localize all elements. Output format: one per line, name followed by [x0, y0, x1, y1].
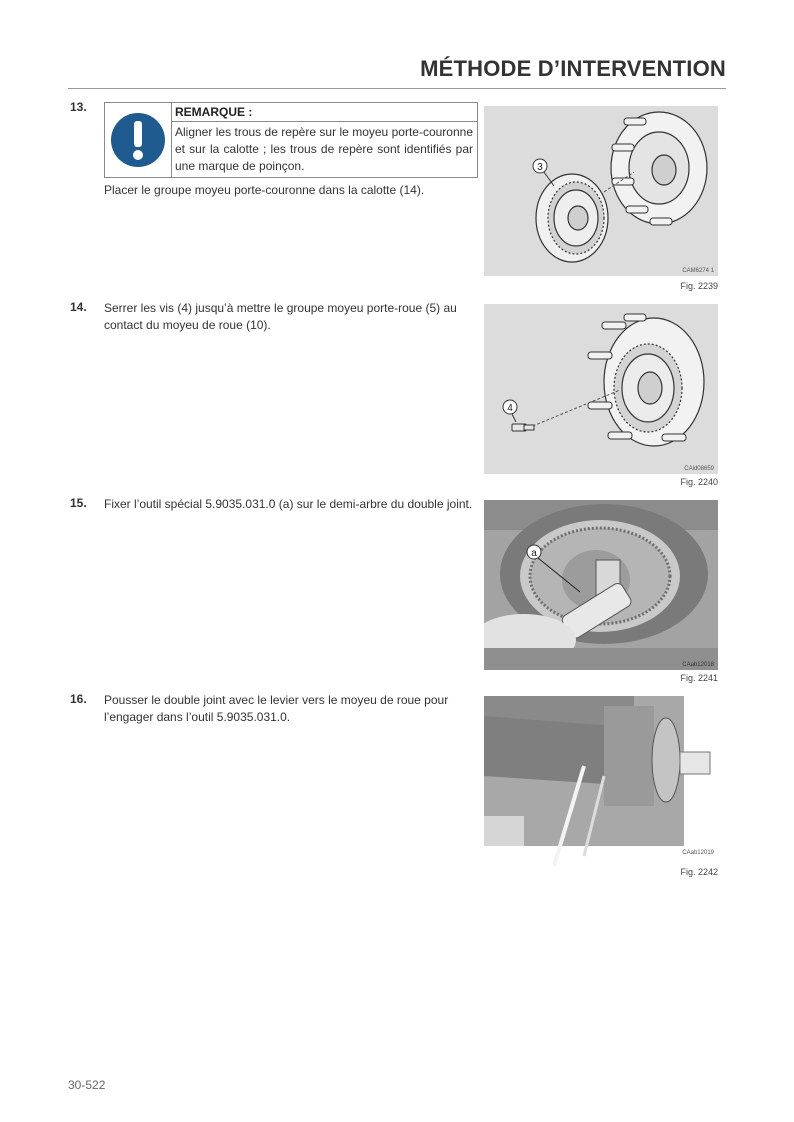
- step-number-15: 15.: [70, 496, 87, 510]
- figure-code: CAld08659: [684, 466, 714, 472]
- step-number-13: 13.: [70, 100, 87, 114]
- header-divider: [68, 88, 726, 89]
- page-title: MÉTHODE D’INTERVENTION: [420, 56, 726, 81]
- hub-screw-drawing: [484, 304, 718, 474]
- figure-label-2240: Fig. 2240: [680, 477, 718, 487]
- step-text-16: Pousser le double joint avec le levier vers le moyeu de roue pour l’engager dans l’outil 5.9035.031.0.: [104, 693, 449, 724]
- figure-2239: [484, 106, 718, 276]
- special-tool-photo: [484, 500, 718, 670]
- figure-code: CAM6274 1: [682, 268, 714, 274]
- figure-label-2239: Fig. 2239: [680, 281, 718, 291]
- figure-2242: [484, 696, 718, 866]
- step-number-14: 14.: [70, 300, 87, 314]
- figure-2240: [484, 304, 718, 474]
- step-text-14: Serrer les vis (4) jusqu’à mettre le groupe moyeu porte-roue (5) au contact du moyeu de roue (10).: [104, 301, 457, 332]
- note-box: [104, 102, 478, 178]
- axle-lever-photo: [484, 696, 718, 866]
- figure-code: CAab12018: [682, 662, 714, 668]
- figure-callout-4: 4: [507, 403, 513, 414]
- step-number-16: 16.: [70, 692, 87, 706]
- figure-code: CAab12019: [682, 850, 714, 856]
- hub-crown-drawing: [484, 106, 718, 276]
- step-text-13: Placer le groupe moyeu porte-couronne dans la calotte (14).: [104, 183, 425, 197]
- page-number: 30-522: [68, 1078, 106, 1092]
- figure-label-2242: Fig. 2242: [680, 867, 718, 877]
- figure-2241: [484, 500, 718, 670]
- note-title-divider: [171, 121, 477, 122]
- note-icon-cell: [105, 103, 172, 177]
- figure-label-2241: Fig. 2241: [680, 673, 718, 683]
- figure-callout-3: 3: [537, 162, 543, 173]
- figure-callout-a: a: [531, 548, 537, 559]
- note-text: Aligner les trous de repère sur le moyeu porte-couronne et sur la calotte ; les trous de repère sont identifiés par une marque de poinçon.: [175, 125, 473, 173]
- note-title: REMARQUE :: [175, 105, 253, 119]
- exclamation-circle-icon: [109, 109, 167, 171]
- step-text-15: Fixer l’outil spécial 5.9035.031.0 (a) sur le demi-arbre du double joint.: [104, 497, 473, 511]
